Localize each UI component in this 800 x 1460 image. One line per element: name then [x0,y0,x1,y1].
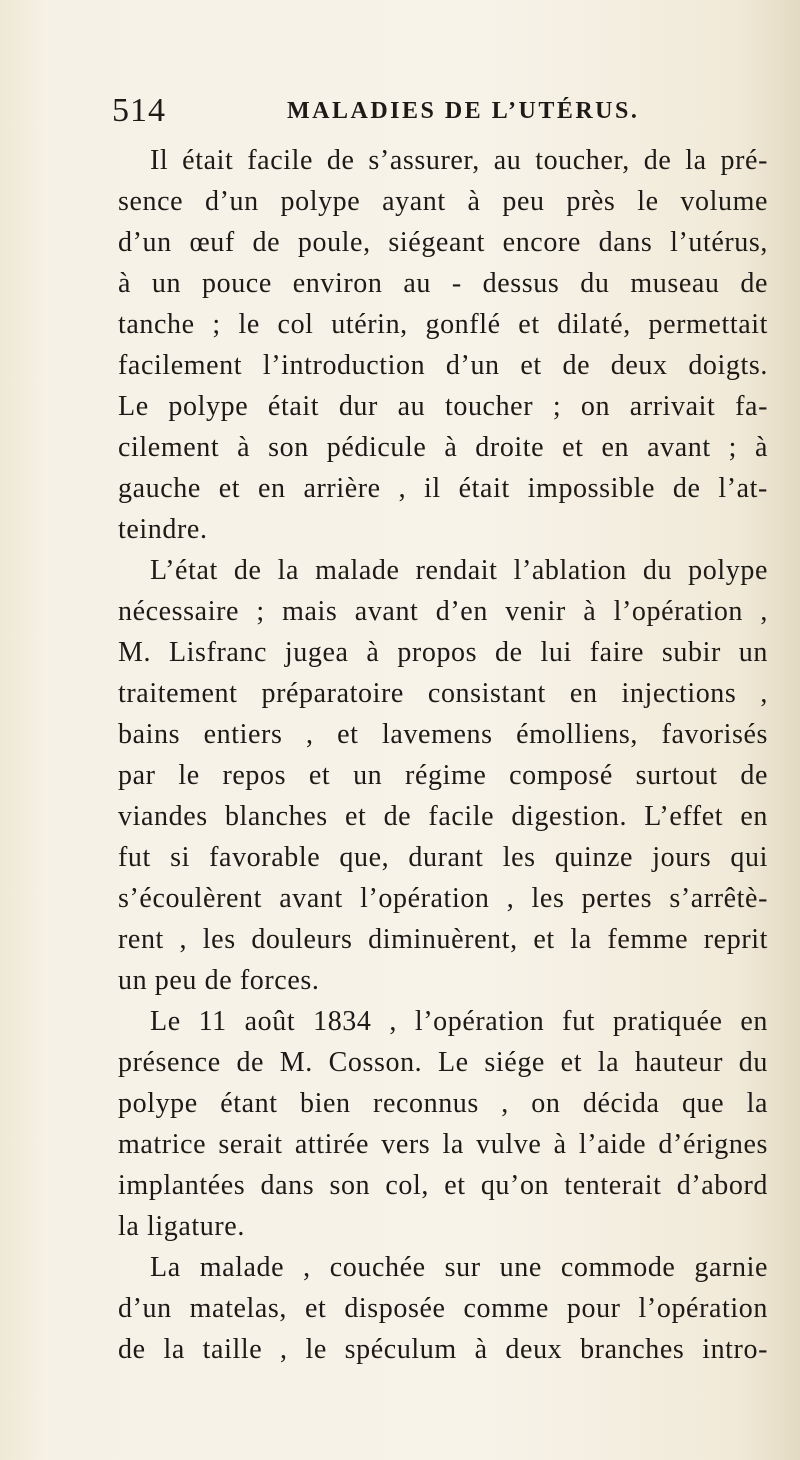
text-line: la ligature. [118,1211,245,1242]
page-header [112,92,752,132]
text-line: à un pouce environ au - dessus du museau de [118,268,768,299]
page-number: 514 [112,92,166,129]
text-line: Il était facile de s’assurer, au toucher, de la pré- [150,145,768,176]
text-line: d’un matelas, et disposée comme pour l’opération [118,1293,768,1324]
text-line: tanche ; le col utérin, gonflé et dilaté, permettait [118,309,768,340]
text-line: un peu de forces. [118,965,320,996]
text-line: cilement à son pédicule à droite et en avant ; à [118,432,768,463]
text-line: implantées dans son col, et qu’on tenterait d’abord [118,1170,768,1201]
text-line: viandes blanches et de facile digestion. L’effet en [118,801,768,832]
text-line: La malade , couchée sur une commode garnie [150,1252,768,1283]
body-text [118,140,768,1370]
text-line: Le 11 août 1834 , l’opération fut pratiquée en [150,1006,768,1037]
text-line: de la taille , le spéculum à deux branches intro- [118,1334,768,1365]
text-line: par le repos et un régime composé surtout de [118,760,768,791]
text-line: nécessaire ; mais avant d’en venir à l’opération , [118,596,768,627]
text-line: facilement l’introduction d’un et de deux doigts. [118,350,768,381]
text-line: rent , les douleurs diminuèrent, et la femme reprit [118,924,768,955]
text-line: sence d’un polype ayant à peu près le volume [118,186,768,217]
text-line: polype étant bien reconnus , on décida que la [118,1088,768,1119]
text-line: bains entiers , et lavemens émolliens, favorisés [118,719,768,750]
text-line: d’un œuf de poule, siégeant encore dans l’utérus, [118,227,768,258]
text-line: gauche et en arrière , il était impossible de l’at- [118,473,768,504]
text-line: Le polype était dur au toucher ; on arrivait fa- [118,391,768,422]
text-line: matrice serait attirée vers la vulve à l’aide d’érignes [118,1129,768,1160]
text-line: traitement préparatoire consistant en injections , [118,678,768,709]
text-line: M. Lisfranc jugea à propos de lui faire subir un [118,637,768,668]
running-title: MALADIES DE L’UTÉRUS. [287,98,640,124]
text-line: L’état de la malade rendait l’ablation du polype [150,555,768,586]
text-line: teindre. [118,514,208,545]
text-line: présence de M. Cosson. Le siége et la hauteur du [118,1047,768,1078]
text-line: s’écoulèrent avant l’opération , les pertes s’arrêtè- [118,883,768,914]
text-line: fut si favorable que, durant les quinze jours qui [118,842,768,873]
